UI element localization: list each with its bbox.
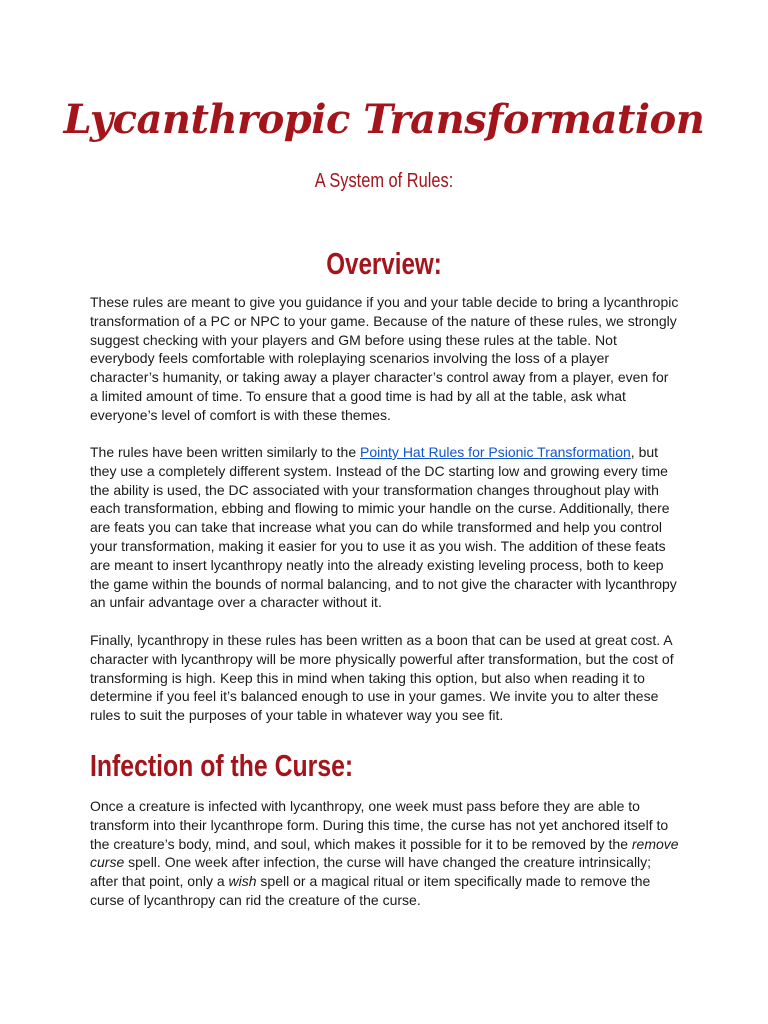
spell-name-remove-curse: remove curse: [90, 835, 679, 871]
paragraph-text: The rules have been written similarly to the: [90, 444, 361, 460]
spell-name-wish: wish: [228, 873, 257, 890]
paragraph-text: spell or a magical ritual or item specifically made to remove the curse of lycanthropy can rid the creature of the curse.: [90, 873, 651, 908]
document-subtitle: A System of Rules:: [314, 170, 454, 192]
infection-heading: Infection of the Curse:: [90, 748, 354, 783]
paragraph-text: Once a creature is infected with lycanthropy, one week must pass before they are able to transform into their lycanthrope form. During this time, the curse has not yet anchored itself to the creature’s body, mind, and soul, which makes it possible for it to be removed by the: [90, 798, 669, 852]
paragraph-text: spell. One week after infection, the curse will have changed the creature intrinsically; after that point, only a: [90, 854, 652, 890]
psionic-rules-link[interactable]: Pointy Hat Rules for Psionic Transformation: [360, 444, 631, 460]
paragraph-text: , but they use a completely different system. Instead of the DC starting low and growing every time the ability is used, the DC associated with your transformation changes throughout play with each transformation, ebbing and flowing to mimic your handle on the curse. Additionally, there are feats you can take that increase what you can do while transformed and help you control your transformation, making it easier for you to use it as you wish. The addition of these feats are meant to insert lycanthropy neatly into the already existing leveling process, both to keep the game within the bounds of normal balancing, and to not give the character with lycanthropy an unfair advantage over a character without it.: [90, 444, 677, 611]
overview-paragraph-3: Finally, lycanthropy in these rules has been written as a boon that can be used at great cost. A character with lycanthropy will be more physically powerful after transformation, but the cost of transforming is high. Keep this in mind when taking this option, but also when reading it to determine if you feel it’s balanced enough to use in your games. We invite you to alter these rules to suit the purposes of your table in whatever way you see fit.: [90, 632, 674, 724]
overview-heading: Overview:: [326, 246, 442, 281]
infection-paragraph-1: [90, 797, 680, 910]
overview-paragraph-2: [90, 443, 680, 612]
overview-paragraph-1: These rules are meant to give you guidance if you and your table decide to bring a lycanthropic transformation of a PC or NPC to your game. Because of the nature of these rules, we strongly suggest checking with your players and GM before using these rules at the table. Not everybody feels comfortable with roleplaying scenarios involving the loss of a player character’s humanity, or taking away a player character’s control away from a player, even for a limited amount of time. To ensure that a good time is had by all at the table, ask what everyone’s level of comfort is with these themes.: [90, 294, 679, 423]
document-title: Lycanthropic Transformation: [63, 96, 705, 143]
